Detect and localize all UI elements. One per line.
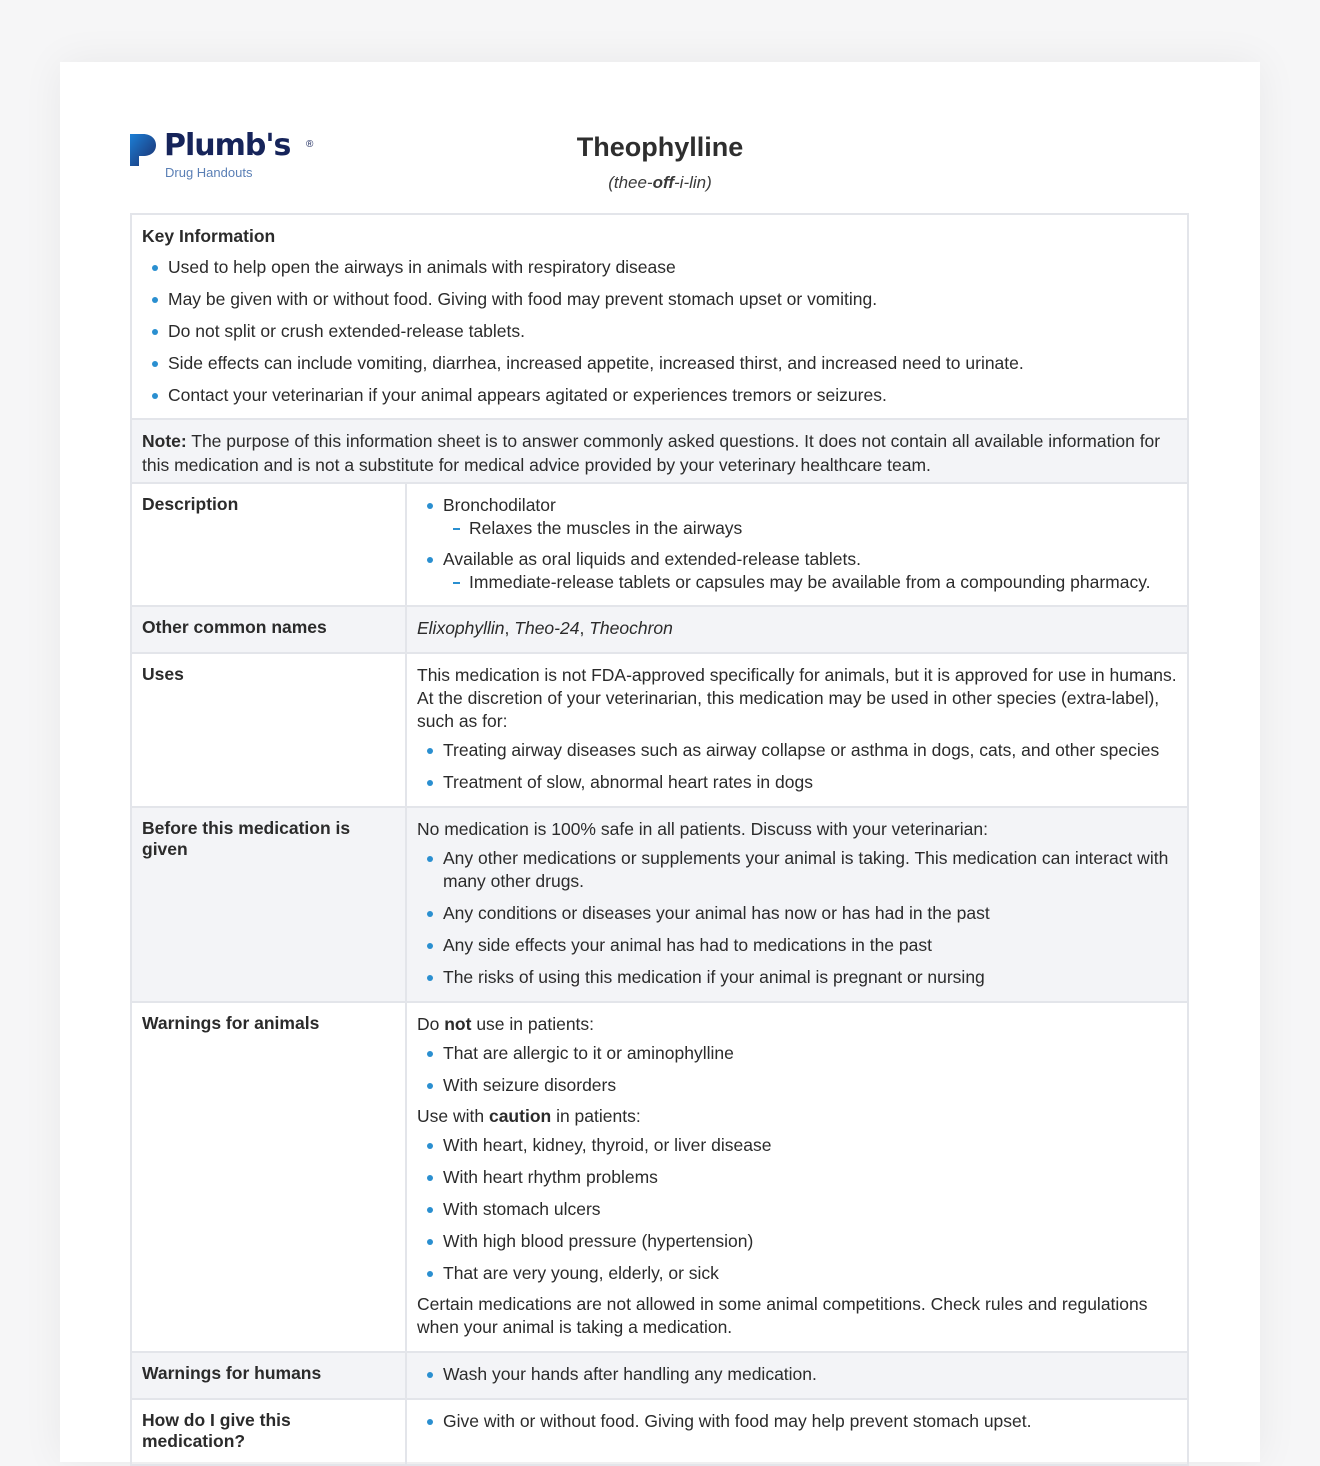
intro-text: Use with [417, 1106, 489, 1126]
warnings-humans-row [132, 1353, 1187, 1400]
key-information-heading: Key Information [142, 226, 276, 246]
list-item: Any other medications or supplements your animal is taking. This medication can interact with many other drugs. [417, 847, 1177, 893]
registered-mark: ® [306, 139, 314, 150]
list-item: Wash your hands after handling any medication. [417, 1363, 1177, 1386]
warnings-animals-label: Warnings for animals [132, 1003, 407, 1351]
brand-name-item: Theochron [589, 618, 673, 638]
list-item: With high blood pressure (hypertension) [417, 1230, 1177, 1253]
brand-name: Plumb's [164, 128, 291, 163]
list-item-text: Available as oral liquids and extended-release tablets. [443, 549, 862, 569]
before-given-row [132, 808, 1187, 1003]
before-given-list [417, 847, 1177, 989]
sub-list [443, 571, 1177, 593]
brand-subtitle: Drug Handouts [165, 165, 253, 180]
description-list [417, 494, 1177, 593]
sub-list-item: Immediate-release tablets or capsules may be available from a compounding pharmacy. [443, 571, 1177, 593]
pronunciation [130, 173, 1190, 193]
list-item: Treatment of slow, abnormal heart rates in dogs [417, 771, 1177, 794]
warnings-humans-label: Warnings for humans [132, 1353, 407, 1398]
warnings-animals-row [132, 1003, 1187, 1353]
other-names-row [132, 607, 1187, 654]
key-information [132, 215, 1187, 418]
list-item: With seizure disorders [417, 1074, 1177, 1097]
uses-label: Uses [132, 654, 407, 806]
key-information-list [142, 256, 1177, 407]
warnings-animals-body [407, 1003, 1187, 1351]
handout-header [130, 130, 1190, 210]
brand-name-item: Theo-24 [514, 618, 580, 638]
other-names-body [407, 607, 1187, 652]
intro-text: Do [417, 1014, 445, 1034]
list-item: Contact your veterinarian if your animal appears agitated or experiences tremors or seizures. [142, 384, 1177, 407]
how-give-label: How do I give this medication? [132, 1400, 407, 1464]
before-given-label: Before this medication is given [132, 808, 407, 1001]
separator: , [504, 618, 515, 638]
list-item: Treating airway diseases such as airway collapse or asthma in dogs, cats, and other species [417, 739, 1177, 762]
do-not-intro [417, 1013, 1177, 1036]
list-item: Give with or without food. Giving with food may help prevent stomach upset. [417, 1410, 1177, 1433]
note [132, 420, 1187, 482]
warnings-humans-body [407, 1353, 1187, 1398]
caution-intro [417, 1105, 1177, 1128]
pron-part: -i-lin) [674, 173, 712, 192]
how-give-list [417, 1410, 1177, 1433]
caution-list [417, 1134, 1177, 1285]
how-give-body [407, 1400, 1187, 1464]
intro-emphasis: not [444, 1014, 472, 1034]
sub-list [443, 517, 1177, 539]
list-item-text: Bronchodilator [443, 495, 556, 515]
how-give-row [132, 1400, 1187, 1466]
intro-text: in patients: [551, 1106, 641, 1126]
list-item [417, 494, 1177, 539]
description-label: Description [132, 484, 407, 605]
note-row [132, 420, 1187, 484]
list-item: That are allergic to it or aminophylline [417, 1042, 1177, 1065]
list-item: Do not split or crush extended-release tablets. [142, 320, 1177, 343]
list-item: With heart, kidney, thyroid, or liver disease [417, 1134, 1177, 1157]
intro-text: use in patients: [471, 1014, 595, 1034]
do-not-list [417, 1042, 1177, 1097]
list-item: Any conditions or diseases your animal has now or has had in the past [417, 902, 1177, 925]
before-given-intro: No medication is 100% safe in all patients. Discuss with your veterinarian: [417, 819, 988, 839]
before-given-body [407, 808, 1187, 1001]
list-item: With stomach ulcers [417, 1198, 1177, 1221]
separator: , [579, 618, 590, 638]
uses-body [407, 654, 1187, 806]
description-row [132, 484, 1187, 607]
sub-list-item: Relaxes the muscles in the airways [443, 517, 1177, 539]
list-item: That are very young, elderly, or sick [417, 1262, 1177, 1285]
list-item: Any side effects your animal has had to medications in the past [417, 934, 1177, 957]
note-label: Note: [142, 431, 187, 451]
uses-row [132, 654, 1187, 808]
uses-list [417, 739, 1177, 794]
list-item: Side effects can include vomiting, diarrhea, increased appetite, increased thirst, and increased need to urinate. [142, 352, 1177, 375]
uses-intro: This medication is not FDA-approved specifically for animals, but it is approved for use in humans. At the discretion of your veterinarian, this medication may be used in other species (extra-label), such as for: [417, 665, 1177, 731]
list-item: With heart rhythm problems [417, 1166, 1177, 1189]
list-item: The risks of using this medication if your animal is pregnant or nursing [417, 966, 1177, 989]
handout-page [60, 62, 1260, 1462]
key-information-row [132, 215, 1187, 420]
drug-info-table [130, 213, 1189, 1466]
drug-title: Theophylline [576, 132, 744, 162]
intro-emphasis: caution [488, 1106, 552, 1126]
note-text: The purpose of this information sheet is to answer commonly asked questions. It does not contain all available information for this medication and is not a substitute for medical advice provided by your veterinary healthcare team. [142, 431, 1161, 475]
description-body [407, 484, 1187, 605]
list-item: Used to help open the airways in animals with respiratory disease [142, 256, 1177, 279]
brand-name-item: Elixophyllin [417, 618, 505, 638]
other-names-label: Other common names [132, 607, 407, 652]
list-item: May be given with or without food. Giving with food may prevent stomach upset or vomiting. [142, 288, 1177, 311]
pron-part: (thee- [608, 173, 653, 192]
pron-stress: off [652, 173, 675, 192]
competition-note: Certain medications are not allowed in some animal competitions. Check rules and regulations when your animal is taking a medication. [417, 1294, 1148, 1337]
list-item [417, 548, 1177, 593]
warnings-humans-list [417, 1363, 1177, 1386]
